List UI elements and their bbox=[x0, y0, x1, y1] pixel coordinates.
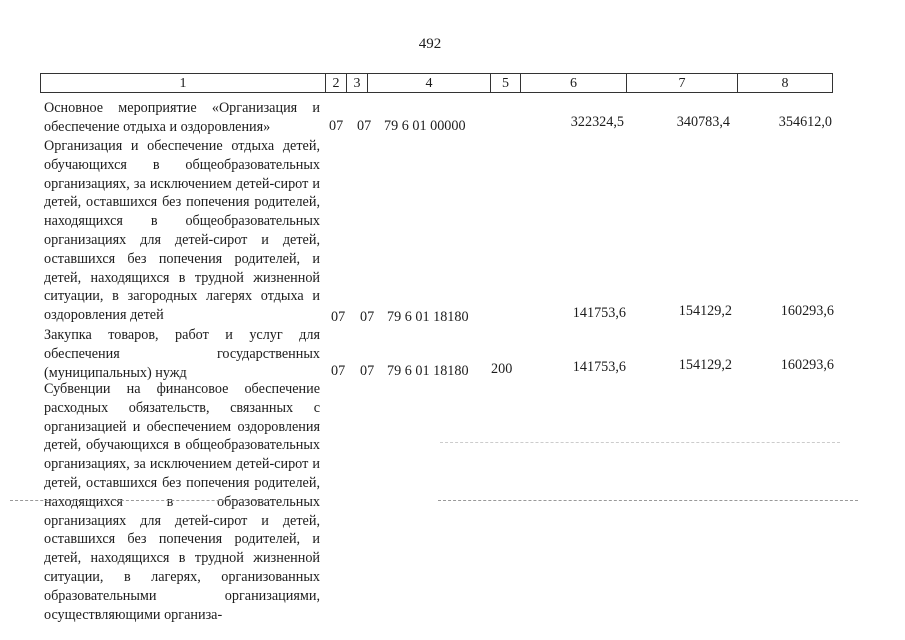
header-col-5: 5 bbox=[491, 74, 521, 92]
row-3-col-6: 141753,6 bbox=[572, 359, 626, 375]
scan-artifact-line bbox=[440, 442, 840, 443]
table-header bbox=[40, 73, 833, 93]
row-3-col-7: 154129,2 bbox=[678, 357, 732, 373]
row-2-col-8: 160293,6 bbox=[780, 303, 834, 319]
row-1-col-8: 354612,0 bbox=[778, 114, 832, 130]
row-3-col-8: 160293,6 bbox=[780, 357, 834, 373]
row-3-col-4: 79 6 01 18180 bbox=[387, 363, 469, 379]
row-3-col-3: 07 bbox=[360, 363, 375, 379]
header-col-1: 1 bbox=[41, 74, 326, 92]
row-1-col-3: 07 bbox=[357, 118, 372, 134]
header-col-7: 7 bbox=[627, 74, 738, 92]
row-2-col-7: 154129,2 bbox=[678, 303, 732, 319]
row-4-description: Субвенции на финансовое обеспечение расходных обязательств, связанных с организацией и обеспечением оздоровления детей, обучающихся в общеобразовательных организациях, за исключением детей-сирот и детей, оставшихся без попечения родителей, находящихся в образовательных организациях для детей-сирот и детей, оставшихся без попечения родителей, и детей, находящихся в трудной жизненной ситуации, в лагерях, организованных образовательными организациями, осуществляющими организа- bbox=[44, 381, 320, 623]
scan-artifact-line bbox=[438, 500, 858, 501]
row-2-col-4: 79 6 01 18180 bbox=[387, 309, 469, 325]
row-1-description: Основное мероприятие «Организация и обеспечение отдыха и оздоровления» bbox=[44, 100, 320, 135]
header-col-6: 6 bbox=[521, 74, 627, 92]
header-col-4: 4 bbox=[368, 74, 491, 92]
row-1-col-7: 340783,4 bbox=[676, 114, 730, 130]
row-1-col-4: 79 6 01 00000 bbox=[384, 118, 466, 134]
row-3-col-5: 200 bbox=[491, 361, 513, 377]
row-2-col-6: 141753,6 bbox=[572, 305, 626, 321]
scan-artifact-line bbox=[10, 500, 270, 501]
header-col-3: 3 bbox=[347, 74, 368, 92]
header-col-8: 8 bbox=[781, 76, 789, 91]
header-col-2: 2 bbox=[326, 74, 347, 92]
row-1-col-6: 322324,5 bbox=[570, 114, 624, 130]
page-number: 492 bbox=[418, 36, 442, 52]
row-2-col-2: 07 bbox=[331, 309, 346, 325]
row-2-col-3: 07 bbox=[360, 309, 375, 325]
row-3-col-2: 07 bbox=[331, 363, 346, 379]
row-2-description: Организация и обеспечение отдыха детей, обучающихся в общеобразовательных организациях, за исключением детей-сирот и детей, оставшихся без попечения родителей, находящихся в общеобразовательных организациях для детей-сирот и детей, оставшихся без попечения родителей, и детей, находящихся в трудной жизненной ситуации, в загородных лагерях отдыха и оздоровления детей bbox=[44, 138, 320, 324]
row-1-col-2: 07 bbox=[329, 118, 344, 134]
row-3-description: Закупка товаров, работ и услуг для обеспечения государственных (муниципальных) нужд bbox=[44, 327, 320, 381]
